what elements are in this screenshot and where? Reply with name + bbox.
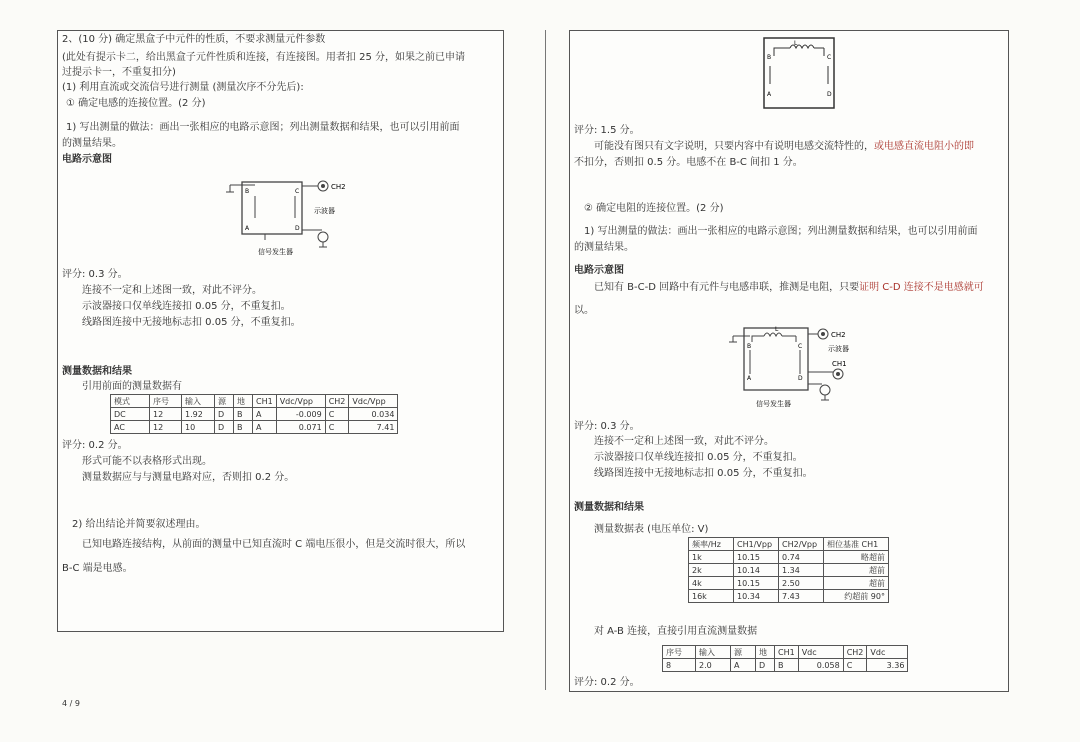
right-score-1-note-2: 示波器接口仅单线连接扣 0.05 分，不重复扣。 (594, 452, 803, 463)
left-diagram-label-a: A (245, 225, 250, 232)
table-cell: 7.41 (349, 421, 398, 434)
table-header-cell: 源 (731, 646, 756, 659)
score-2: 评分: 0.2 分。 (62, 440, 128, 451)
right-score-1-note-3: 线路图连接中无接地标志扣 0.05 分，不重复扣。 (594, 468, 813, 479)
score-top-line1-b: 或电感直流电阻小的即 (874, 141, 974, 152)
freq-table-title: 测量数据表 (电压单位: V) (594, 524, 709, 535)
right-circuit-diagram (728, 322, 868, 412)
subquestion-1-item: ① 确定电感的连接位置。(2 分) (66, 98, 206, 109)
table-cell: 0.034 (349, 408, 398, 421)
table-header-row (663, 646, 908, 659)
table-cell: 10.15 (734, 577, 779, 590)
hint-note-line2: 过提示卡一，不重复扣分) (62, 67, 176, 78)
measurement-heading: 测量数据和结果 (62, 366, 132, 377)
table-header-cell: Vdc (798, 646, 843, 659)
table-header-cell: Vdc/Vpp (276, 395, 325, 408)
table-cell: 超前 (824, 564, 889, 577)
table-row (689, 564, 889, 577)
right-diagram-label-generator: 信号发生器 (756, 400, 791, 408)
table-header-cell: 地 (234, 395, 253, 408)
right-top-label-d: D (827, 91, 832, 98)
table-header-cell: CH2 (325, 395, 349, 408)
right-instruction-line1: 1) 写出测量的做法：画出一张相应的电路示意图；列出测量数据和结果，也可以引用前面 (584, 226, 978, 237)
table-header-cell: Vdc (867, 646, 908, 659)
frequency-table (688, 537, 889, 603)
table-cell: 8 (663, 659, 696, 672)
right-top-label-b: B (767, 54, 772, 61)
table-cell: 16k (689, 590, 734, 603)
known-line1-b: 证明 C-D 连接不是电感就可 (859, 282, 984, 293)
table-cell: D (215, 408, 234, 421)
table-header-row (111, 395, 398, 408)
table-header-cell: CH1 (253, 395, 277, 408)
score-top-line1 (594, 140, 974, 153)
table-row (689, 577, 889, 590)
right-score-1-note-1: 连接不一定和上述图一致，对此不评分。 (594, 436, 774, 447)
table-cell: 约超前 90° (824, 590, 889, 603)
left-measurement-table (110, 394, 398, 434)
right-diagram-label-ch1: CH1 (832, 360, 847, 368)
table-cell: 12 (150, 421, 182, 434)
left-diagram-label-scope: 示波器 (314, 207, 335, 215)
table-header-cell: 地 (756, 646, 775, 659)
score-1: 评分: 0.3 分。 (62, 269, 128, 280)
table-cell: DC (111, 408, 150, 421)
right-top-diagram (760, 34, 840, 114)
table-header-cell: 相位基准 CH1 (824, 538, 889, 551)
instruction-line2: 的测量结果。 (62, 138, 122, 149)
subquestion-1: (1) 利用直流或交流信号进行测量 (测量次序不分先后): (62, 82, 304, 93)
table-cell: 1k (689, 551, 734, 564)
hint-note-line1: (此处有提示卡二，给出黑盒子元件性质和连接，有连接图。用者扣 25 分，如果之前已申请 (62, 52, 465, 63)
score-1-note-2: 示波器接口仅单线连接扣 0.05 分，不重复扣。 (82, 301, 291, 312)
table-cell: 0.071 (276, 421, 325, 434)
table-cell: AC (111, 421, 150, 434)
right-score-1: 评分: 0.3 分。 (574, 421, 640, 432)
known-line1 (594, 281, 984, 294)
right-score-2: 评分: 0.2 分。 (574, 677, 640, 688)
table-cell: C (843, 659, 867, 672)
table-row (663, 659, 908, 672)
question-title: 2、(10 分) 确定黑盒子中元件的性质，不要求测量元件参数 (62, 34, 326, 45)
table-header-cell: Vdc/Vpp (349, 395, 398, 408)
dc-table (662, 645, 908, 672)
table-header-cell: 输入 (696, 646, 731, 659)
left-diagram-label-ch2: CH2 (331, 183, 346, 191)
known-line1-a: 已知有 B-C-D 回路中有元件与电感串联，推测是电阻，只要 (594, 282, 860, 293)
score-2-note-1: 形式可能不以表格形式出现。 (82, 456, 212, 467)
table-cell: D (756, 659, 775, 672)
left-circuit-diagram (225, 170, 365, 265)
table-header-cell: 模式 (111, 395, 150, 408)
table-cell: 2.50 (779, 577, 824, 590)
right-diagram-label-c: C (798, 343, 803, 350)
score-top-line1-a: 可能没有图只有文字说明，只要内容中有说明电感交流特性的， (594, 141, 874, 152)
table-cell: 2.0 (696, 659, 731, 672)
diagram-heading: 电路示意图 (62, 154, 112, 165)
right-top-label-c: C (827, 54, 832, 61)
right-diagram-label-l: L (775, 326, 779, 333)
table-header-cell: CH2/Vpp (779, 538, 824, 551)
table-cell: 0.74 (779, 551, 824, 564)
table-cell: 0.058 (798, 659, 843, 672)
table-row (689, 551, 889, 564)
left-diagram-label-c: C (295, 188, 300, 195)
table-cell: A (253, 408, 277, 421)
table-cell: 3.36 (867, 659, 908, 672)
right-diagram-label-b: B (747, 343, 752, 350)
subquestion-2-item: ② 确定电阻的连接位置。(2 分) (584, 203, 724, 214)
measurement-subheading: 引用前面的测量数据有 (82, 381, 182, 392)
table-row (111, 408, 398, 421)
left-diagram-label-generator: 信号发生器 (258, 248, 293, 256)
left-diagram-label-b: B (245, 188, 250, 195)
score-1-note-3: 线路图连接中无接地标志扣 0.05 分，不重复扣。 (82, 317, 301, 328)
conclusion-line2: B-C 端是电感。 (62, 563, 133, 574)
table-header-cell: CH1 (775, 646, 799, 659)
table-cell: 略超前 (824, 551, 889, 564)
table-cell: 2k (689, 564, 734, 577)
right-diagram-heading: 电路示意图 (574, 265, 624, 276)
ab-line: 对 A-B 连接，直接引用直流测量数据 (594, 626, 758, 637)
table-cell: C (325, 408, 349, 421)
table-cell: C (325, 421, 349, 434)
conclusion-heading: 2) 给出结论并简要叙述理由。 (72, 519, 206, 530)
score-1-note-1: 连接不一定和上述图一致，对此不评分。 (82, 285, 262, 296)
right-instruction-line2: 的测量结果。 (574, 242, 634, 253)
table-header-cell: 序号 (150, 395, 182, 408)
table-cell: A (731, 659, 756, 672)
table-row (111, 421, 398, 434)
table-cell: B (234, 408, 253, 421)
table-header-cell: 源 (215, 395, 234, 408)
table-cell: 4k (689, 577, 734, 590)
score-top-line2: 不扣分，否则扣 0.5 分。电感不在 B-C 间扣 1 分。 (574, 157, 803, 168)
known-line2: 以。 (574, 305, 594, 316)
table-cell: 10.15 (734, 551, 779, 564)
table-row (689, 590, 889, 603)
instruction-line1: 1) 写出测量的做法：画出一张相应的电路示意图；列出测量数据和结果，也可以引用前面 (66, 122, 460, 133)
table-cell: 10.34 (734, 590, 779, 603)
right-top-label-a: A (767, 91, 772, 98)
table-header-cell: 频率/Hz (689, 538, 734, 551)
score-top: 评分: 1.5 分。 (574, 125, 640, 136)
table-header-cell: 序号 (663, 646, 696, 659)
left-diagram-label-d: D (295, 225, 300, 232)
table-cell: -0.009 (276, 408, 325, 421)
table-header-cell: CH1/Vpp (734, 538, 779, 551)
score-2-note-2: 测量数据应与与测量电路对应，否则扣 0.2 分。 (82, 472, 295, 483)
table-cell: 7.43 (779, 590, 824, 603)
right-measurement-heading: 测量数据和结果 (574, 502, 644, 513)
table-cell: 10 (182, 421, 215, 434)
table-cell: 超前 (824, 577, 889, 590)
table-header-row (689, 538, 889, 551)
table-cell: B (775, 659, 799, 672)
right-diagram-label-ch2: CH2 (831, 331, 846, 339)
table-cell: 12 (150, 408, 182, 421)
table-cell: 1.34 (779, 564, 824, 577)
table-header-cell: 输入 (182, 395, 215, 408)
table-cell: B (234, 421, 253, 434)
page-number: 4 / 9 (62, 699, 80, 708)
table-cell: A (253, 421, 277, 434)
table-header-cell: CH2 (843, 646, 867, 659)
table-cell: 10.14 (734, 564, 779, 577)
center-divider (545, 30, 546, 690)
right-top-label-l: L (794, 40, 798, 47)
table-cell: 1.92 (182, 408, 215, 421)
conclusion-line1: 已知电路连接结构，从前面的测量中已知直流时 C 端电压很小，但是交流时很大，所以 (82, 539, 466, 550)
table-cell: D (215, 421, 234, 434)
right-diagram-label-d: D (798, 375, 803, 382)
right-diagram-label-scope: 示波器 (828, 345, 849, 353)
right-diagram-label-a: A (747, 375, 752, 382)
